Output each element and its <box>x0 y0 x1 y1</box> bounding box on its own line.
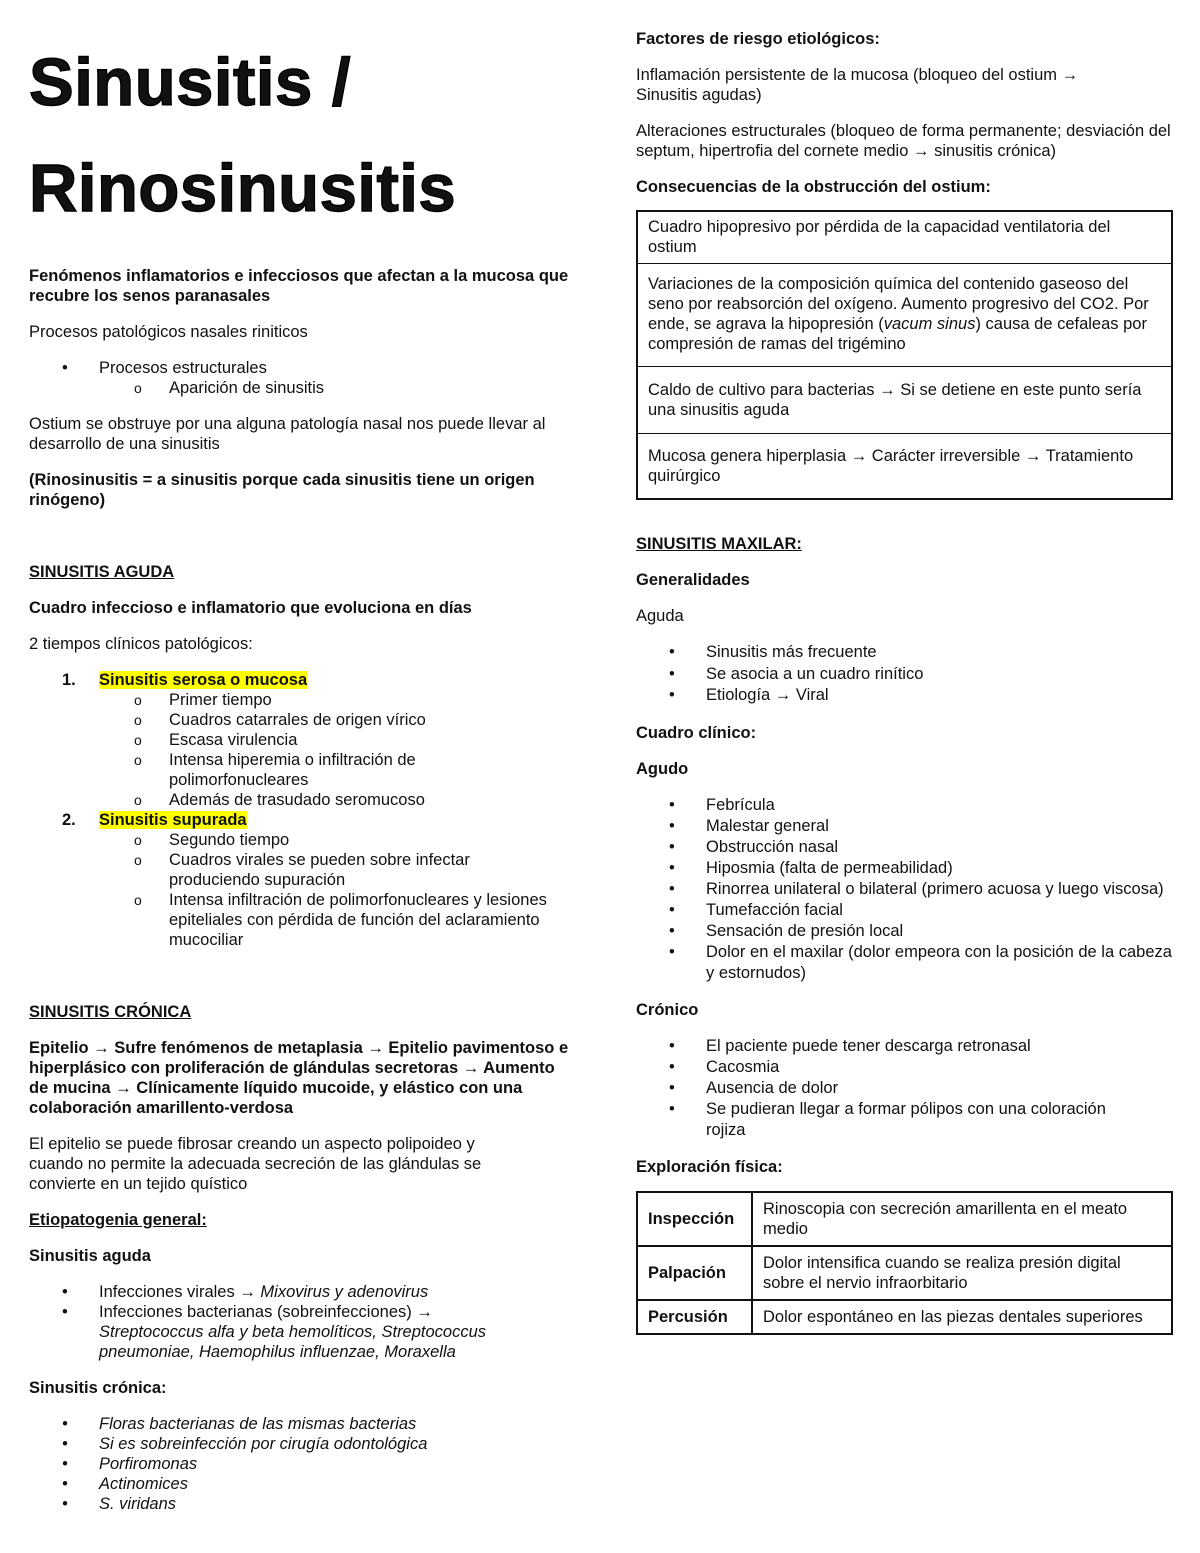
maxilar-cronico-list <box>636 1036 1173 1141</box>
cronica-paragraph: El epitelio se puede fibrosar creando un aspecto polipoideo y cuando no permite la adecuada secreción de las glándulas se convierte en un tejido quístico <box>29 1135 482 1193</box>
factores-p1: Inflamación persistente de la mucosa (bloqueo del ostium → Sinusitis agudas) <box>636 66 1079 104</box>
cell-text: ) causa de cefaleas por compresión de ramas del trigémino <box>648 315 1147 353</box>
list-number: 2. <box>62 811 76 829</box>
etio-aguda-label: Sinusitis aguda <box>29 1247 151 1265</box>
list-item: • Sensación de presión local <box>636 921 1173 942</box>
list-item: • Cacosmia <box>636 1057 1173 1078</box>
maxilar-agudo: Agudo <box>636 759 689 778</box>
maxilar-generalidades: Generalidades <box>636 571 750 589</box>
maxilar-exploracion: Exploración física: <box>636 1157 783 1176</box>
list-item: o Además de trasudado seromucoso <box>29 790 574 810</box>
exploracion-table <box>636 1191 1173 1335</box>
list-item: • Etiología → Viral <box>636 685 1173 707</box>
intro-paragraph: Procesos patológicos nasales riniticos <box>29 323 308 341</box>
list-item: o Primer tiempo <box>29 690 574 710</box>
left-column <box>29 0 574 1514</box>
etio-cronica-label: Sinusitis crónica: <box>29 1379 167 1397</box>
etio-heading: Etiopatogenia general: <box>29 1211 207 1229</box>
consecuencia-cell: Caldo de cultivo para bacterias → Si se detiene en este punto sería una sinusitis aguda <box>638 367 1171 434</box>
list-item: o Cuadros virales se pueden sobre infectar produciendo supuración <box>29 850 539 890</box>
table-header-cell: Percusión <box>637 1300 752 1334</box>
list-item <box>29 1282 574 1302</box>
list-item: o Segundo tiempo <box>29 830 574 850</box>
aguda-list <box>29 670 574 950</box>
table-row <box>637 1300 1172 1334</box>
highlighted-item: Sinusitis serosa o mucosa <box>99 671 308 689</box>
list-item <box>29 1302 519 1362</box>
table-row <box>637 1246 1172 1300</box>
list-item: • Rinorrea unilateral o bilateral (primero acuosa y luego viscosa) <box>636 879 1173 900</box>
list-item: o Intensa infiltración de polimorfonucleares y lesiones epiteliales con pérdida de función del aclaramiento mucociliar <box>29 890 549 950</box>
list-item: • Febrícula <box>636 795 1173 816</box>
aguda-paragraph: 2 tiempos clínicos patológicos: <box>29 635 253 653</box>
highlighted-item: Sinusitis supurada <box>99 811 247 829</box>
cronica-bold: Epitelio → Sufre fenómenos de metaplasia → Epitelio pavimentoso e hiperplásico con proliferación de glándulas secretoras → Aumento de mucina → Clínicamente líquido mucoide, y elástico con una colaboración amarillento-verdosa <box>29 1039 569 1117</box>
list-item: • Dolor en el maxilar (dolor empeora con la posición de la cabeza y estornudos) <box>636 942 1173 984</box>
maxilar-aguda: Aguda <box>636 607 684 625</box>
intro-paragraph-2: Ostium se obstruye por una alguna patología nasal nos puede llevar al desarrollo de una sinusitis <box>29 415 546 453</box>
maxilar-agudo-list <box>636 795 1173 984</box>
list-item: • Porfiromonas <box>29 1454 574 1474</box>
section-heading-aguda: SINUSITIS AGUDA <box>29 563 175 581</box>
maxilar-aguda-list <box>636 642 1173 707</box>
consecuencia-cell <box>638 264 1171 367</box>
aguda-bold: Cuadro infeccioso e inflamatorio que evoluciona en días <box>29 599 472 617</box>
consecuencias-box <box>636 210 1173 500</box>
list-item: o Cuadros catarrales de origen vírico <box>29 710 574 730</box>
list-item: • El paciente puede tener descarga retronasal <box>636 1036 1173 1057</box>
intro-note: (Rinosinusitis = a sinusitis porque cada sinusitis tiene un origen rinógeno) <box>29 471 535 509</box>
list-item-italic: Mixovirus y adenovirus <box>260 1283 429 1301</box>
table-cell: Rinoscopia con secreción amarillenta en el meato medio <box>752 1192 1172 1246</box>
list-item: • Se asocia a un cuadro rinítico <box>636 664 1173 686</box>
consecuencia-cell: Mucosa genera hiperplasia → Carácter irreversible → Tratamiento quirúrgico <box>648 447 1134 485</box>
table-row <box>637 1192 1172 1246</box>
list-item: • S. viridans <box>29 1494 574 1514</box>
list-item: • Actinomices <box>29 1474 574 1494</box>
list-item: • Hiposmia (falta de permeabilidad) <box>636 858 1173 879</box>
list-item: • Se pudieran llegar a formar pólipos con una coloración rojiza <box>636 1099 1146 1141</box>
list-item: • Floras bacterianas de las mismas bacterias <box>29 1414 574 1434</box>
list-item: • Sinusitis más frecuente <box>636 642 1173 664</box>
etio-cronica-list <box>29 1414 574 1514</box>
cell-italic: vacum sinus <box>883 315 976 333</box>
list-item: • Si es sobreinfección por cirugía odontológica <box>29 1434 574 1454</box>
list-item-text: Infecciones bacterianas (sobreinfecciones) → <box>99 1303 433 1321</box>
table-cell: Dolor espontáneo en las piezas dentales superiores <box>752 1300 1172 1334</box>
page-title <box>29 30 574 242</box>
section-heading-maxilar: SINUSITIS MAXILAR: <box>636 535 802 553</box>
list-item: • Ausencia de dolor <box>636 1078 1173 1099</box>
maxilar-cuadro-clinico: Cuadro clínico: <box>636 723 757 742</box>
cell-text: Variaciones de la composición química del contenido gaseoso del seno por reabsorción del oxígeno. Aumento progresivo del CO2. Por ende, se agrava la hipopresión ( <box>648 275 1149 333</box>
intro-bold: Fenómenos inflamatorios e infecciosos que afectan a la mucosa que recubre los senos paranasales <box>29 267 569 305</box>
table-cell: Dolor intensifica cuando se realiza presión digital sobre el nervio infraorbitario <box>752 1246 1172 1300</box>
table-header-cell: Inspección <box>637 1192 752 1246</box>
list-item <box>29 810 574 830</box>
intro-list <box>29 358 574 398</box>
list-item-italic: Streptococcus alfa y beta hemolíticos, Streptococcus pneumoniae, Haemophilus influenzae, Moraxella <box>99 1323 487 1361</box>
list-item: • Tumefacción facial <box>636 900 1173 921</box>
consecuencia-cell: Cuadro hipopresivo por pérdida de la capacidad ventilatoria del ostium <box>638 212 1171 264</box>
section-heading-cronica: SINUSITIS CRÓNICA <box>29 1003 192 1021</box>
list-item <box>29 670 574 690</box>
factores-heading: Factores de riesgo etiológicos: <box>636 30 880 48</box>
maxilar-cronico: Crónico <box>636 1000 699 1019</box>
list-item: • Procesos estructurales <box>29 358 574 378</box>
list-item: o Intensa hiperemia o infiltración de polimorfonucleares <box>29 750 469 790</box>
list-item: o Escasa virulencia <box>29 730 574 750</box>
right-column <box>636 0 1173 1335</box>
etio-aguda-list <box>29 1282 574 1362</box>
list-item: • Obstrucción nasal <box>636 837 1173 858</box>
list-item: o Aparición de sinusitis <box>29 378 574 398</box>
title-line-1: Sinusitis / <box>29 45 351 120</box>
list-number: 1. <box>62 671 76 689</box>
list-item-text: Infecciones virales → <box>99 1283 261 1301</box>
consecuencias-heading: Consecuencias de la obstrucción del ostium: <box>636 178 991 196</box>
title-line-2: Rinosinusitis <box>29 151 457 226</box>
table-header-cell: Palpación <box>637 1246 752 1300</box>
factores-p2: Alteraciones estructurales (bloqueo de forma permanente; desviación del septum, hipertrofia del cornete medio → sinusitis crónica) <box>636 122 1171 160</box>
list-item: • Malestar general <box>636 816 1173 837</box>
